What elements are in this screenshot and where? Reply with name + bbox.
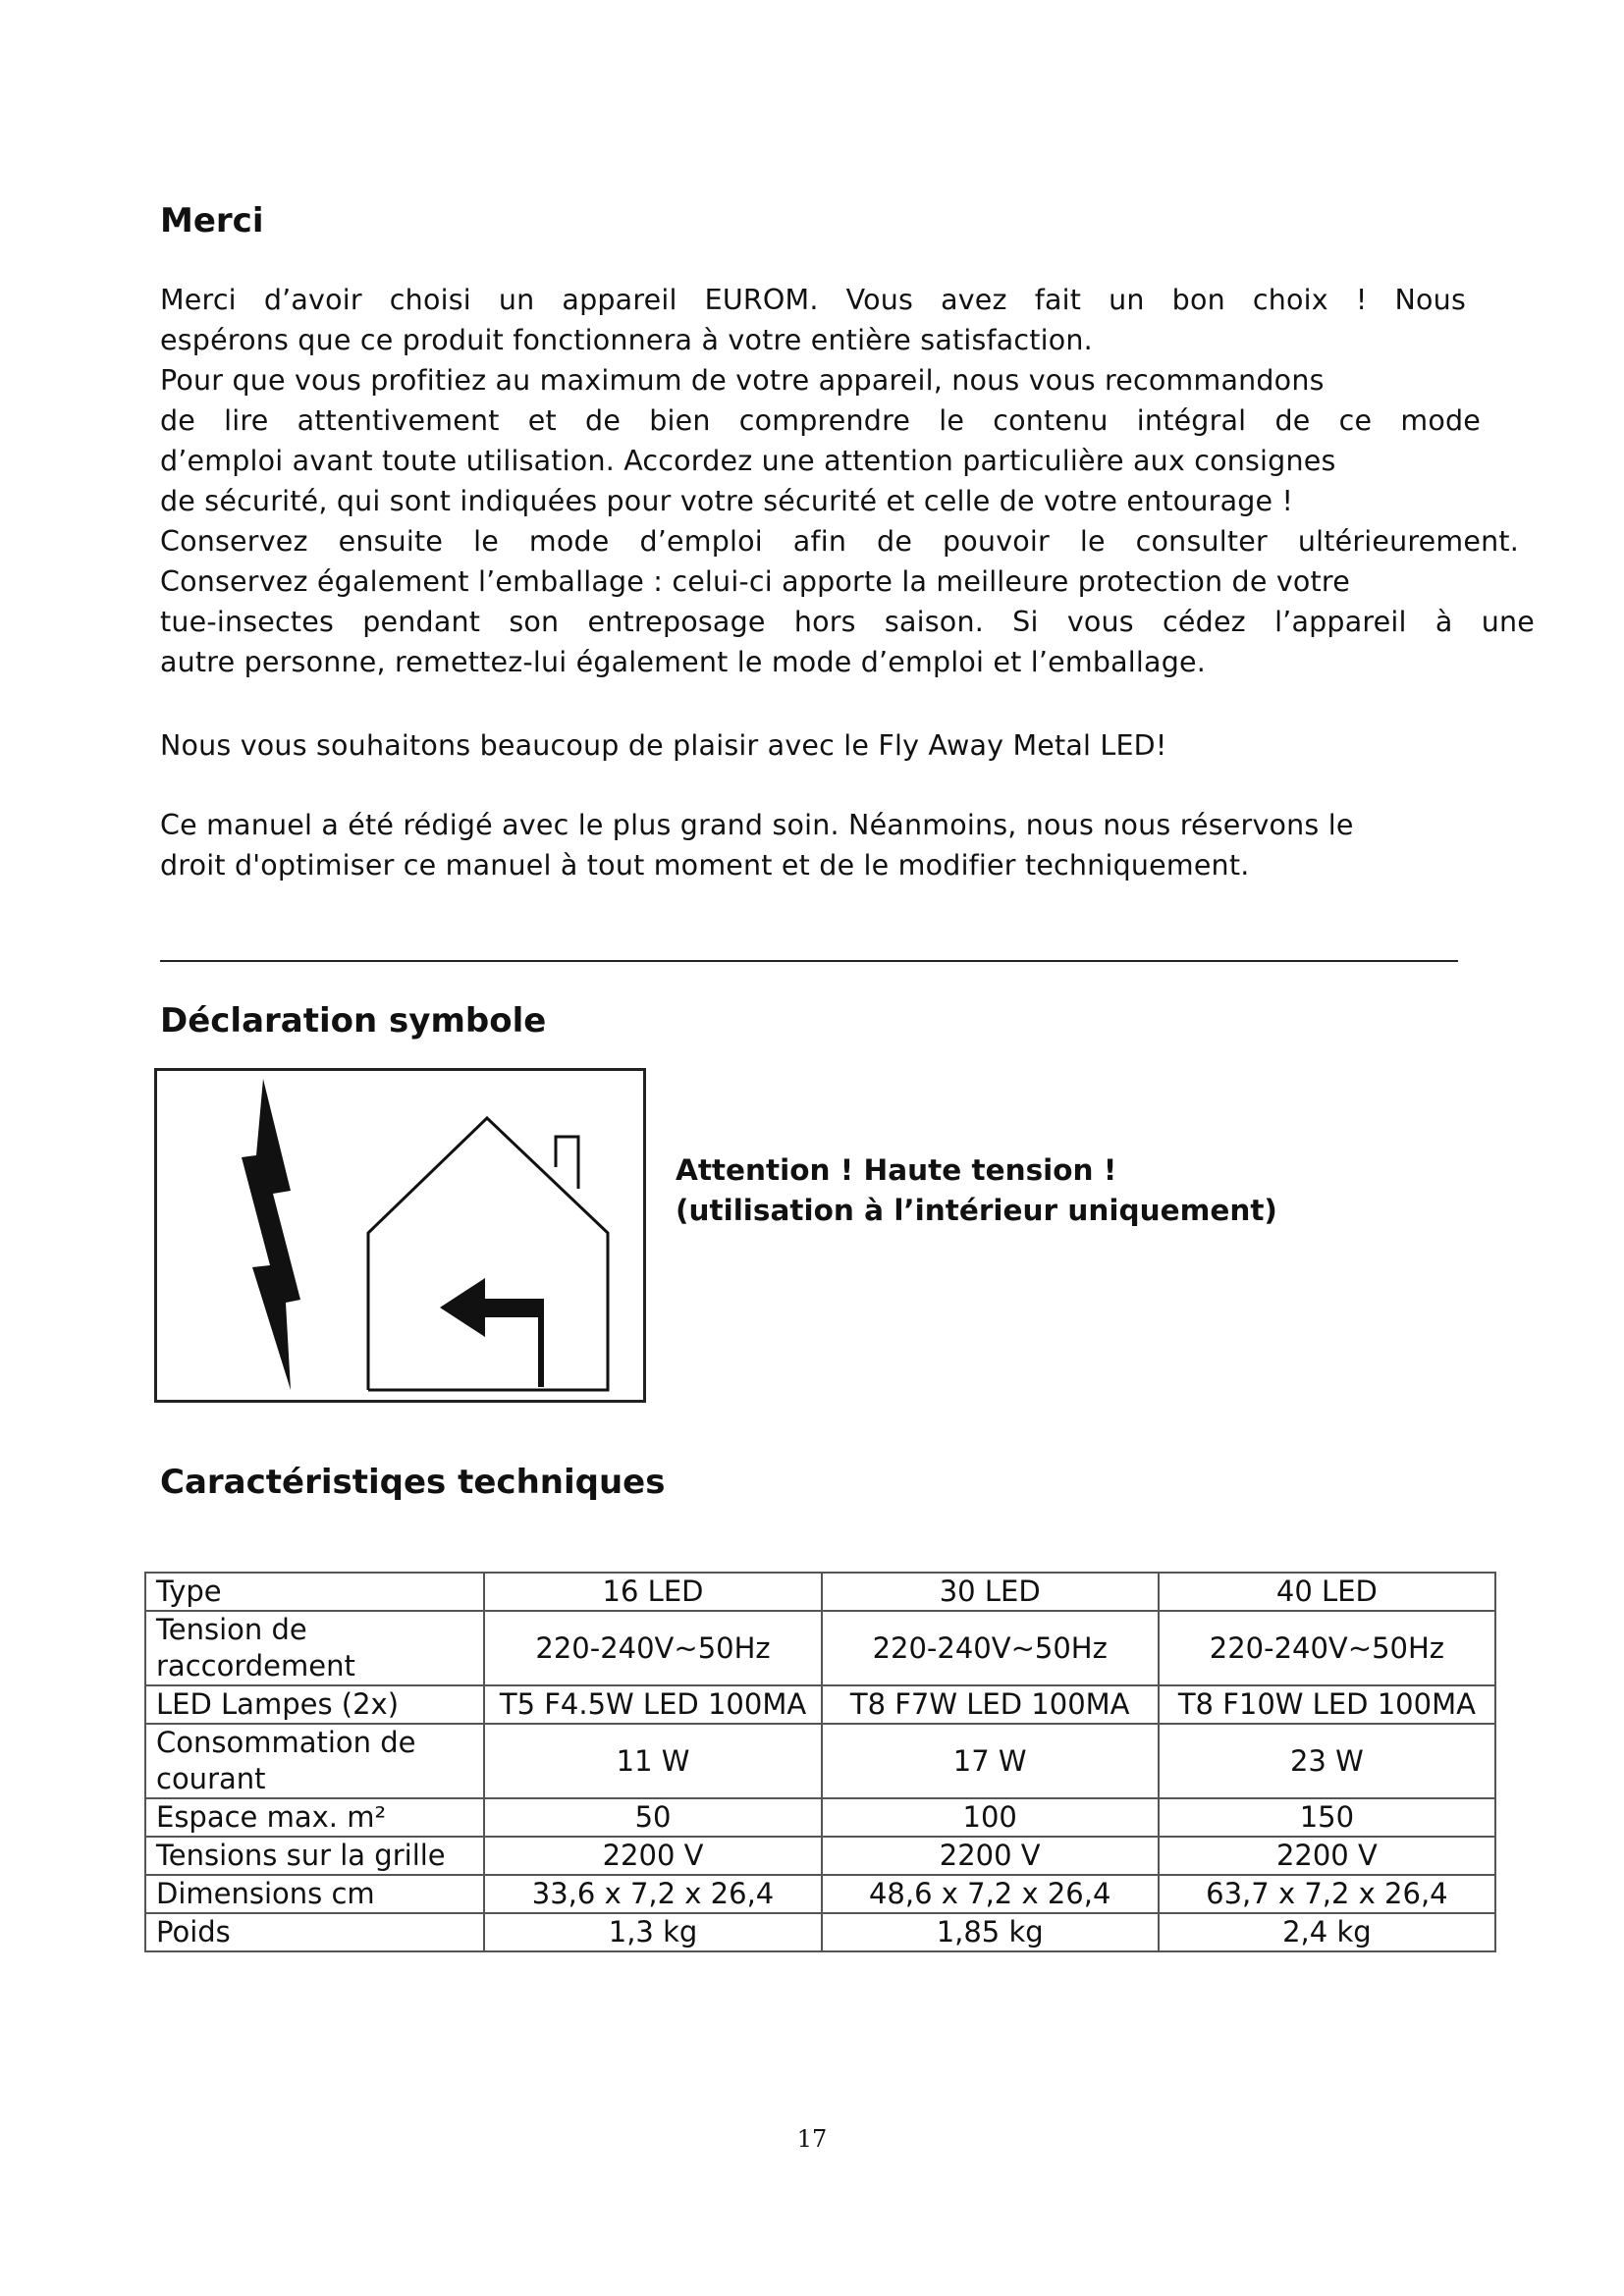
table-cell: 150 [1159,1798,1495,1837]
table-cell: 17 W [822,1724,1159,1798]
paragraph-line: de lire attentivement et de bien comprendre le contenu intégral de ce mode [160,404,1481,437]
high-voltage-indoor-use-icon [154,1068,646,1403]
table-row [145,1837,1495,1875]
wish-paragraph [160,725,1515,766]
table-cell: 30 LED [822,1573,1159,1611]
table-cell: 220-240V~50Hz [1159,1611,1495,1685]
table-cell: 50 [484,1798,821,1837]
table-cell: 2200 V [822,1837,1159,1875]
table-cell: 2200 V [1159,1837,1495,1875]
table-row-label: Poids [145,1913,484,1951]
table-row-label: Dimensions cm [145,1875,484,1913]
arrow-head-icon [440,1278,485,1337]
table-row [145,1611,1495,1685]
house-outline-icon [368,1118,608,1390]
wish-line: Nous vous souhaitons beaucoup de plaisir avec le Fly Away Metal LED! [160,729,1167,762]
paragraph-line: Pour que vous profitiez au maximum de votre appareil, nous vous recommandons [160,364,1325,397]
table-cell: 33,6 x 7,2 x 26,4 [484,1875,821,1913]
arrow-shaft [484,1299,539,1317]
warning-line: (utilisation à l’intérieur uniquement) [676,1194,1277,1227]
table-cell: 220-240V~50Hz [484,1611,821,1685]
symbol-warning-text [676,1150,1277,1231]
table-cell: 1,85 kg [822,1913,1159,1951]
table-cell: 220-240V~50Hz [822,1611,1159,1685]
table-row [145,1875,1495,1913]
table-row-label: Tension de raccordement [145,1611,484,1685]
table-cell: T8 F7W LED 100MA [822,1685,1159,1724]
paragraph-line: Merci d’avoir choisi un appareil EUROM. Vous avez fait un bon choix ! Nous [160,284,1466,316]
horizontal-divider [160,960,1458,962]
section-title-specs: Caractéristiqes techniques [160,1463,666,1502]
table-cell: T8 F10W LED 100MA [1159,1685,1495,1724]
table-cell: 23 W [1159,1724,1495,1798]
table-row-label: Type [145,1573,484,1611]
section-title-merci: Merci [160,201,264,240]
table-row-label: Tensions sur la grille [145,1837,484,1875]
table-row-label: Espace max. m² [145,1798,484,1837]
paragraph-line: d’emploi avant toute utilisation. Accordez une attention particulière aux consignes [160,445,1336,477]
page-number: 17 [796,2125,828,2153]
disclaimer-paragraph [160,805,1515,885]
table-cell: 1,3 kg [484,1913,821,1951]
paragraph-line: de sécurité, qui sont indiquées pour votre sécurité et celle de votre entourage ! [160,485,1294,517]
disclaimer-line: Ce manuel a été rédigé avec le plus grand soin. Néanmoins, nous nous réservons le [160,809,1354,841]
section-title-declaration: Déclaration symbole [160,1001,547,1041]
specifications-table [144,1572,1496,1952]
paragraph-line: Conservez ensuite le mode d’emploi afin de pouvoir le consulter ultérieurement. [160,525,1519,558]
table-cell: 2200 V [484,1837,821,1875]
table-row [145,1798,1495,1837]
table-cell: 40 LED [1159,1573,1495,1611]
table-row-label: LED Lampes (2x) [145,1685,484,1724]
paragraph-line: autre personne, remettez-lui également le mode d’emploi et l’emballage. [160,646,1206,678]
table-row [145,1913,1495,1951]
paragraph-line: Conservez également l’emballage : celui-ci apporte la meilleure protection de votre [160,565,1350,598]
merci-paragraph [160,280,1535,682]
table-cell: T5 F4.5W LED 100MA [484,1685,821,1724]
table-cell: 2,4 kg [1159,1913,1495,1951]
disclaimer-line: droit d'optimiser ce manuel à tout moment et de le modifier techniquement. [160,849,1250,881]
chimney-icon [556,1137,578,1189]
warning-line: Attention ! Haute tension ! [676,1153,1117,1187]
lightning-bolt-icon [242,1079,300,1390]
paragraph-line: espérons que ce produit fonctionnera à votre entière satisfaction. [160,324,1093,356]
table-cell: 63,7 x 7,2 x 26,4 [1159,1875,1495,1913]
symbol-drawing [157,1071,643,1400]
table-cell: 16 LED [484,1573,821,1611]
table-cell: 48,6 x 7,2 x 26,4 [822,1875,1159,1913]
table-row [145,1724,1495,1798]
table-cell: 11 W [484,1724,821,1798]
table-row [145,1685,1495,1724]
table-row-label: Consommation de courant [145,1724,484,1798]
arrow-tail [538,1299,544,1387]
paragraph-line: tue-insectes pendant son entreposage hors saison. Si vous cédez l’appareil à une [160,606,1535,638]
table-row [145,1573,1495,1611]
table-cell: 100 [822,1798,1159,1837]
